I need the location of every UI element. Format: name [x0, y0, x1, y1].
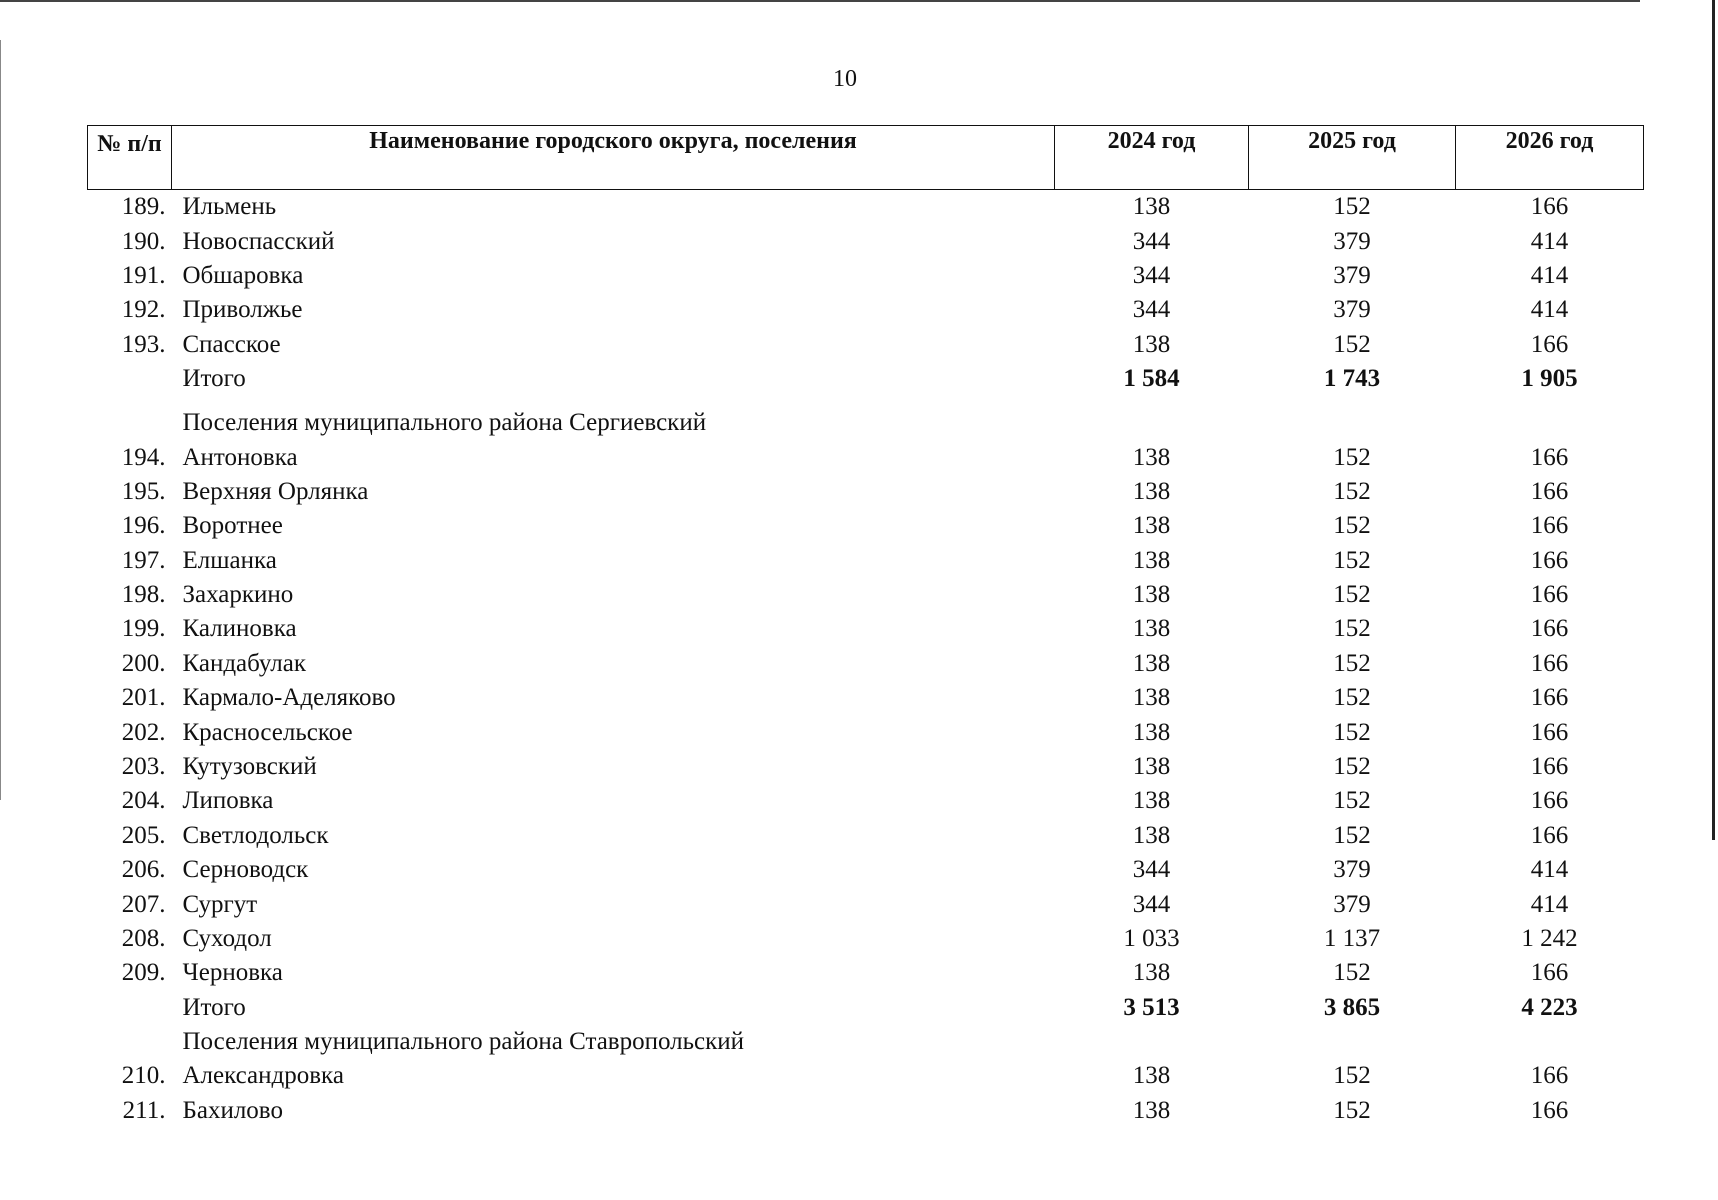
value-2026: 166 — [1530, 512, 1569, 540]
value-2024: 138 — [1132, 787, 1171, 815]
value-2024: 138 — [1132, 1062, 1171, 1090]
value-2024: 138 — [1132, 512, 1171, 540]
value-2024: 138 — [1132, 581, 1171, 609]
value-2026: 166 — [1530, 1062, 1569, 1090]
table-row — [88, 475, 1644, 509]
value-2024: 138 — [1132, 753, 1171, 781]
settlement-name: Светлодольск — [182, 821, 329, 849]
settlement-name: Спасское — [182, 330, 281, 358]
table-row — [88, 1093, 1644, 1127]
settlement-name: Бахилово — [182, 1096, 283, 1124]
value-2024: 138 — [1132, 615, 1171, 643]
value-2025: 152 — [1333, 193, 1371, 221]
table-row — [88, 956, 1644, 990]
value-2026: 166 — [1530, 718, 1569, 746]
scan-edge-right — [1712, 0, 1715, 840]
value-2026: 414 — [1530, 261, 1569, 289]
value-2024: 344 — [1132, 227, 1171, 255]
settlement-name: Ильмень — [182, 193, 277, 221]
row-number: 200. — [121, 649, 166, 677]
value-2026: 1 242 — [1521, 925, 1578, 952]
value-2024: 3 513 — [1123, 993, 1180, 1021]
value-2026: 166 — [1530, 684, 1569, 712]
value-2025: 152 — [1333, 330, 1371, 358]
section-row — [88, 1025, 1644, 1059]
section-title: Поселения муниципального района Сергиевский — [182, 409, 707, 437]
value-2025: 152 — [1333, 787, 1371, 815]
header-2026: 2026 год — [1456, 126, 1644, 190]
value-2026: 166 — [1530, 443, 1569, 471]
settlement-name: Верхняя Орлянка — [182, 477, 369, 505]
table-row — [88, 681, 1644, 715]
row-number: 209. — [121, 959, 166, 987]
settlement-name: Александровка — [182, 1062, 344, 1090]
settlement-name: Приволжье — [182, 296, 303, 324]
row-number — [88, 991, 172, 1025]
row-number: 191. — [121, 261, 166, 289]
value-2025: 1 137 — [1323, 925, 1381, 952]
value-2024: 138 — [1132, 193, 1171, 221]
value-2026: 414 — [1530, 856, 1569, 884]
table-row — [88, 887, 1644, 921]
spacer-row — [88, 396, 1644, 406]
header-2024: 2024 год — [1055, 126, 1249, 190]
table-row — [88, 750, 1644, 784]
total-row — [88, 991, 1644, 1025]
row-number: 199. — [121, 615, 166, 643]
row-number: 198. — [121, 581, 166, 609]
table-row — [88, 259, 1644, 293]
value-2026: 414 — [1530, 890, 1569, 918]
row-number: 201. — [121, 684, 166, 712]
data-table — [87, 125, 1644, 1128]
value-2025: 1 743 — [1323, 365, 1381, 393]
value-2024: 344 — [1132, 261, 1171, 289]
value-2025: 152 — [1333, 581, 1371, 609]
value-2024: 1 033 — [1123, 925, 1180, 952]
header-2025: 2025 год — [1249, 126, 1456, 190]
total-row — [88, 362, 1644, 396]
table-row — [88, 853, 1644, 887]
settlement-name: Красносельское — [182, 718, 353, 746]
table-row — [88, 544, 1644, 578]
row-number: 189. — [121, 193, 166, 221]
total-label: Итого — [182, 993, 246, 1021]
value-2025: 152 — [1333, 615, 1371, 643]
settlement-name: Сургут — [182, 890, 258, 918]
value-2024: 1 584 — [1123, 365, 1180, 393]
row-number: 192. — [121, 296, 166, 324]
value-2026: 4 223 — [1521, 993, 1578, 1021]
table-row — [88, 612, 1644, 646]
value-2026: 414 — [1530, 227, 1569, 255]
settlement-name: Кандабулак — [182, 649, 307, 677]
value-2024: 138 — [1132, 821, 1171, 849]
value-2025: 152 — [1333, 821, 1371, 849]
value-2025: 152 — [1333, 443, 1371, 471]
row-number: 207. — [121, 890, 166, 918]
value-2025: 152 — [1333, 477, 1371, 505]
row-number: 211. — [122, 1096, 166, 1124]
value-2025: 152 — [1333, 1062, 1371, 1090]
value-2026: 166 — [1530, 959, 1569, 987]
row-number: 206. — [121, 856, 166, 884]
row-number: 208. — [121, 925, 166, 952]
value-2024: 138 — [1132, 443, 1171, 471]
value-2026: 166 — [1530, 753, 1569, 781]
scan-edge-top — [0, 0, 1640, 2]
table-row — [88, 819, 1644, 853]
table-header — [88, 126, 1644, 190]
header-name: Наименование городского округа, поселения — [172, 126, 1055, 190]
settlement-name: Новоспасский — [182, 227, 335, 255]
row-number: 197. — [121, 546, 166, 574]
value-2024: 344 — [1132, 890, 1171, 918]
row-number — [88, 1025, 172, 1059]
value-2025: 379 — [1333, 261, 1371, 289]
value-2024: 344 — [1132, 296, 1171, 324]
table-row — [88, 190, 1644, 225]
value-2025: 152 — [1333, 718, 1371, 746]
value-2024: 344 — [1132, 856, 1171, 884]
row-number: 190. — [121, 227, 166, 255]
table-row — [88, 1059, 1644, 1093]
settlement-name: Воротнее — [182, 512, 283, 540]
value-2025: 152 — [1333, 649, 1371, 677]
value-2026: 166 — [1530, 546, 1569, 574]
value-2025: 152 — [1333, 1096, 1371, 1124]
value-2024: 138 — [1132, 546, 1171, 574]
value-2025: 379 — [1333, 890, 1371, 918]
value-2024: 138 — [1132, 959, 1171, 987]
section-title: Поселения муниципального района Ставропольский — [182, 1027, 745, 1055]
table-row — [88, 224, 1644, 258]
value-2025: 379 — [1333, 296, 1371, 324]
section-row — [88, 406, 1644, 440]
value-2026: 166 — [1530, 649, 1569, 677]
value-2024: 138 — [1132, 649, 1171, 677]
table-row — [88, 784, 1644, 818]
value-2025: 379 — [1333, 856, 1371, 884]
value-2025: 3 865 — [1323, 993, 1381, 1021]
table-row — [88, 578, 1644, 612]
total-label: Итого — [182, 365, 246, 393]
row-number: 204. — [121, 787, 166, 815]
row-number: 205. — [121, 821, 166, 849]
table-row — [88, 509, 1644, 543]
value-2026: 166 — [1530, 1096, 1569, 1124]
table-row — [88, 440, 1644, 474]
value-2025: 152 — [1333, 753, 1371, 781]
value-2026: 166 — [1530, 477, 1569, 505]
value-2026: 166 — [1530, 615, 1569, 643]
value-2025: 152 — [1333, 512, 1371, 540]
value-2026: 166 — [1530, 193, 1569, 221]
table-row — [88, 293, 1644, 327]
settlement-name: Захаркино — [182, 581, 294, 609]
settlement-name: Серноводск — [182, 856, 309, 884]
value-2026: 414 — [1530, 296, 1569, 324]
settlement-name: Кармало-Аделяково — [182, 684, 396, 712]
value-2024: 138 — [1132, 684, 1171, 712]
settlement-name: Обшаровка — [182, 261, 304, 289]
row-number: 194. — [121, 443, 166, 471]
spacer-cell — [88, 396, 1644, 406]
settlement-name: Суходол — [182, 925, 272, 952]
table-row — [88, 922, 1644, 956]
header-number: № п/п — [88, 126, 172, 190]
row-number: 195. — [121, 477, 166, 505]
value-2026: 166 — [1530, 330, 1569, 358]
settlement-name: Елшанка — [182, 546, 277, 574]
settlement-name: Калиновка — [182, 615, 297, 643]
value-2026: 1 905 — [1521, 365, 1578, 393]
table-row — [88, 647, 1644, 681]
table-body — [88, 190, 1644, 1128]
settlement-name: Кутузовский — [182, 753, 317, 781]
settlement-name: Липовка — [182, 787, 274, 815]
value-2026: 166 — [1530, 787, 1569, 815]
settlement-name: Антоновка — [182, 443, 298, 471]
table-row — [88, 715, 1644, 749]
value-2024: 138 — [1132, 330, 1171, 358]
scan-edge-left — [0, 40, 1, 800]
row-number — [88, 362, 172, 396]
value-2024: 138 — [1132, 718, 1171, 746]
row-number: 203. — [121, 753, 166, 781]
value-2025: 379 — [1333, 227, 1371, 255]
row-number: 202. — [121, 718, 166, 746]
value-2025: 152 — [1333, 684, 1371, 712]
value-2025: 152 — [1333, 546, 1371, 574]
value-2024: 138 — [1132, 1096, 1171, 1124]
value-2026: 166 — [1530, 821, 1569, 849]
row-number: 196. — [121, 512, 166, 540]
row-number — [88, 406, 172, 440]
row-number: 193. — [121, 330, 166, 358]
value-2026: 166 — [1530, 581, 1569, 609]
value-2024: 138 — [1132, 477, 1171, 505]
table-row — [88, 328, 1644, 362]
value-2025: 152 — [1333, 959, 1371, 987]
settlement-name: Черновка — [182, 959, 283, 987]
row-number: 210. — [121, 1062, 166, 1090]
page-number: 10 — [833, 66, 857, 92]
